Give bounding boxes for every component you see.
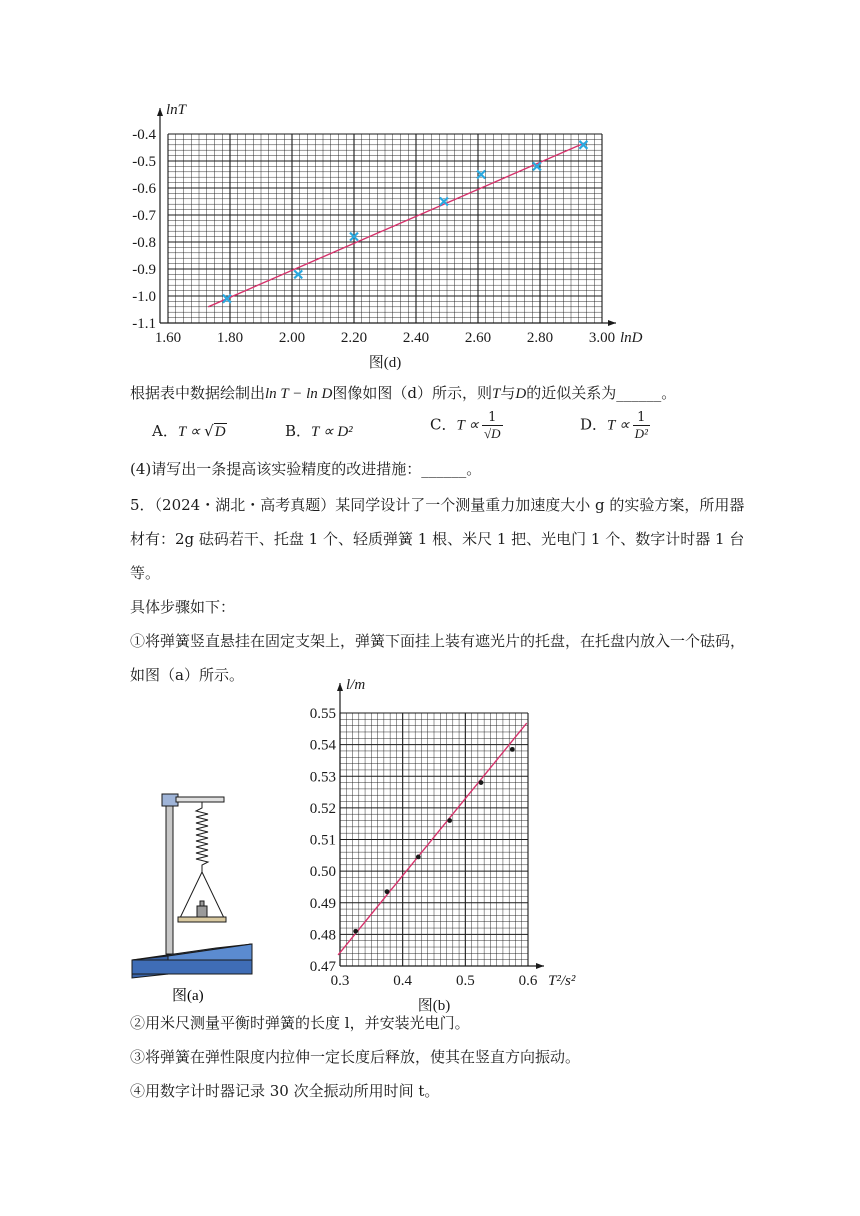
data-point (447, 818, 452, 823)
y-tick-label: 0.54 (309, 737, 336, 754)
figure-a-caption: 图(a) (172, 988, 204, 1004)
x-tick-label: 1.60 (154, 330, 182, 346)
step-1-line-1: ①将弹簧竖直悬挂在固定支架上，弹簧下面挂上装有遮光片的托盘，在托盘内放入一个砝码， (130, 632, 746, 650)
stand-arm (176, 797, 224, 802)
stand-rod (166, 802, 173, 954)
sqrt-icon: √ (204, 422, 214, 440)
option-label: A． (152, 422, 178, 440)
spring (196, 802, 208, 872)
math-expression: ln T − ln D (265, 386, 333, 402)
math-expression: T ∝ (177, 424, 205, 440)
y-tick-label: 0.53 (309, 769, 336, 786)
x-tick-label: 0.5 (455, 973, 475, 989)
x-tick-label: 2.20 (340, 330, 368, 346)
option-label: B． (285, 422, 312, 440)
spring-apparatus-figure (120, 780, 270, 1008)
option-a (152, 420, 227, 443)
text-segment: 图像如图（d）所示，则 (332, 384, 492, 402)
data-point (416, 854, 421, 859)
data-point (479, 780, 484, 785)
option-d (580, 410, 650, 441)
y-tick-label: -0.6 (132, 181, 156, 197)
text-segment: 的近似关系为______。 (526, 384, 677, 402)
question-5-line-1: 5．（2024・湖北・高考真题）某同学设计了一个测量重力加速度大小 g 的实验方案，所用器 (130, 496, 745, 514)
math-variable: D (214, 424, 226, 440)
x-tick-label: 1.80 (216, 330, 244, 346)
x-tick-label: 0.3 (330, 973, 350, 989)
fit-line (208, 142, 586, 307)
x-tick-label: 2.40 (402, 330, 430, 346)
x-tick-label: 2.00 (278, 330, 306, 346)
data-point (510, 747, 515, 752)
step-3: ③将弹簧在弹性限度内拉伸一定长度后释放，使其在竖直方向振动。 (130, 1048, 581, 1066)
y-tick-label: -0.8 (132, 235, 156, 251)
y-tick-label: 0.47 (309, 959, 336, 975)
option-label: C． (430, 415, 457, 434)
x-tick-label: 2.80 (526, 330, 554, 346)
y-tick-label: 0.52 (309, 800, 336, 817)
math-expression: T ∝ D² (311, 424, 353, 440)
weight-hook (200, 901, 204, 906)
step-4: ④用数字计时器记录 30 次全振动所用时间 t。 (130, 1082, 440, 1100)
fraction-denominator: √D (484, 426, 501, 441)
fraction-denominator: D² (634, 426, 648, 441)
weight (197, 906, 207, 917)
step-2: ②用米尺测量平衡时弹簧的长度 l，并安装光电门。 (130, 1014, 470, 1032)
fraction (633, 410, 650, 441)
x-axis-label: T²/s² (548, 973, 576, 989)
fraction-numerator: 1 (482, 410, 503, 426)
option-c (430, 410, 503, 441)
chart-lnT-vs-lnD (120, 100, 643, 380)
data-point (385, 889, 390, 894)
data-point (353, 929, 358, 934)
y-tick-label: 0.50 (309, 864, 336, 881)
math-variable: T (492, 386, 501, 402)
question-line (130, 382, 676, 405)
math-variable: D (515, 386, 527, 402)
x-tick-label: 0.6 (518, 973, 538, 989)
figure-caption: 图(d) (368, 355, 402, 371)
y-axis-label: l/m (346, 677, 366, 693)
y-tick-label: 0.55 (309, 706, 336, 722)
steps-title: 具体步骤如下： (130, 598, 236, 616)
tray (178, 917, 226, 922)
y-axis-label: lnT (166, 102, 187, 118)
x-axis-arrow-icon (608, 320, 616, 326)
base-front-face (132, 960, 252, 974)
question-4: (4)请写出一条提高该实验精度的改进措施：______。 (130, 460, 482, 478)
y-tick-label: 0.48 (309, 927, 336, 944)
x-tick-label: 0.4 (393, 973, 413, 989)
y-tick-label: 0.51 (309, 832, 336, 849)
chart-l-vs-T2 (290, 677, 600, 1014)
x-tick-label: 2.60 (464, 330, 492, 346)
math-expression: T ∝ (456, 417, 480, 434)
question-5-line-2: 材有：2g 砝码若干、托盘 1 个、轻质弹簧 1 根、米尺 1 把、光电门 1 个、数字计时器 1 台 (130, 530, 745, 548)
fraction (482, 410, 503, 441)
fraction-numerator: 1 (633, 410, 650, 426)
text-segment: 根据表中数据绘制出 (130, 384, 266, 402)
y-tick-label: -1.0 (132, 289, 156, 305)
y-tick-label: -0.7 (132, 208, 156, 224)
y-tick-label: -0.4 (132, 127, 156, 143)
x-axis-arrow-icon (536, 963, 544, 969)
y-axis-arrow-icon (157, 108, 163, 116)
y-tick-label: -0.9 (132, 262, 156, 278)
option-label: D． (580, 415, 608, 434)
question-5-line-3: 等。 (130, 564, 161, 582)
figure-caption: 图(b) (417, 998, 451, 1014)
x-axis-label: lnD (620, 330, 643, 346)
text-segment: 与 (500, 384, 516, 402)
step-1-line-2: 如图（a）所示。 (130, 666, 244, 684)
y-tick-label: 0.49 (309, 895, 336, 912)
y-tick-label: -0.5 (132, 154, 156, 170)
option-b (285, 420, 353, 443)
y-tick-label: -1.1 (132, 316, 156, 332)
x-tick-label: 3.00 (588, 330, 616, 346)
y-axis-arrow-icon (337, 683, 343, 691)
math-expression: T ∝ (607, 417, 630, 434)
